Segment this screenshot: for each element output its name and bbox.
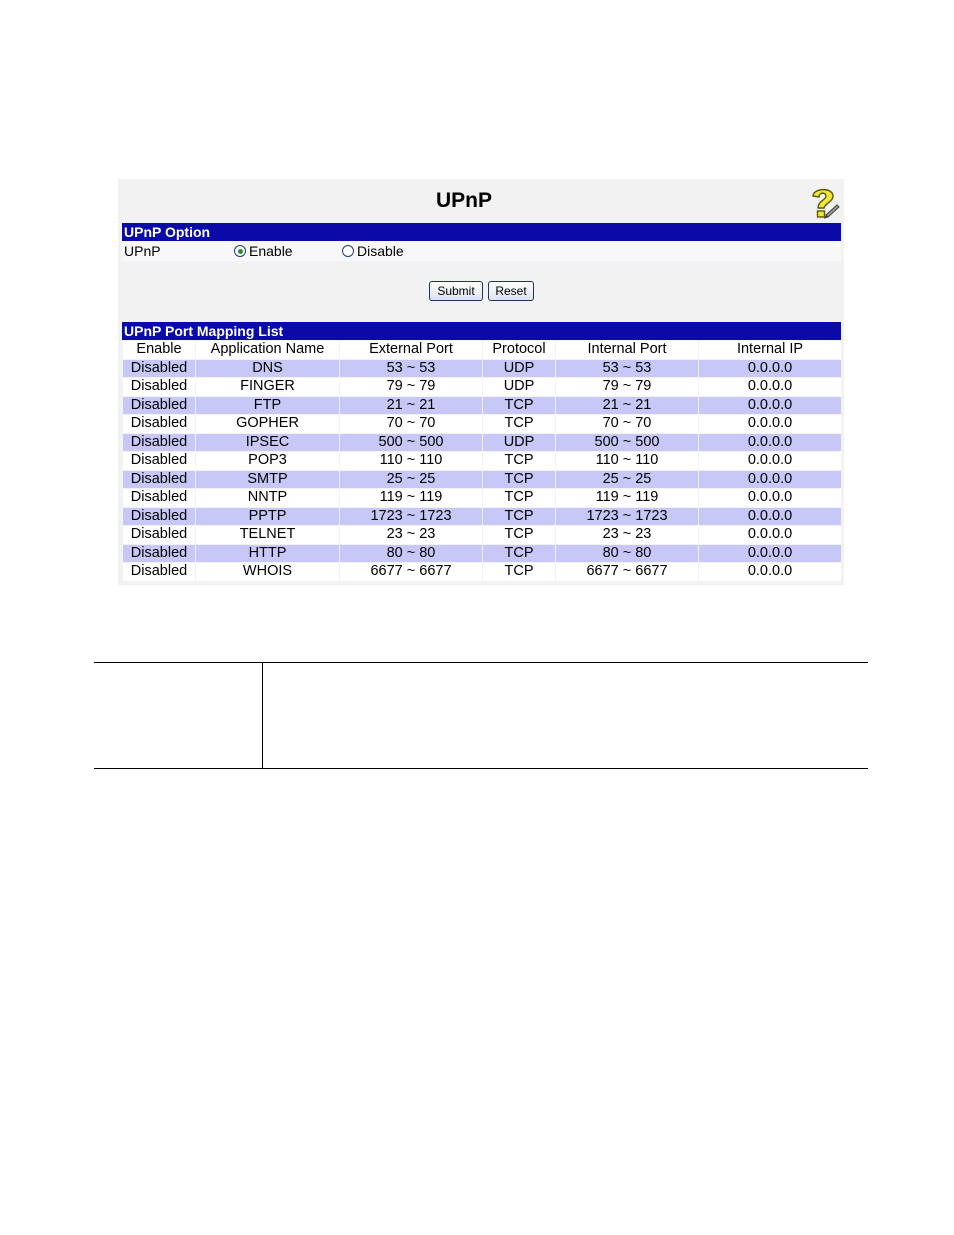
internal-ip-cell: 0.0.0.0	[699, 471, 841, 489]
table-row	[123, 526, 841, 544]
disable-radio[interactable]	[342, 245, 354, 257]
external-port-cell: 500 ~ 500	[340, 434, 482, 452]
protocol-cell: TCP	[483, 415, 555, 433]
external-port-cell: 1723 ~ 1723	[340, 508, 482, 526]
table-row	[123, 360, 841, 378]
internal-port-cell: 21 ~ 21	[556, 397, 698, 415]
protocol-cell: TCP	[483, 397, 555, 415]
application-name-cell: DNS	[196, 360, 339, 378]
enable-cell: Disabled	[123, 415, 195, 433]
internal-port-cell: 79 ~ 79	[556, 378, 698, 396]
help-question-icon[interactable]	[806, 185, 840, 221]
external-port-cell: 21 ~ 21	[340, 397, 482, 415]
protocol-cell: TCP	[483, 508, 555, 526]
enable-radio[interactable]	[234, 245, 246, 257]
upnp-label: UPnP	[124, 243, 161, 259]
external-port-cell: 119 ~ 119	[340, 489, 482, 507]
protocol-cell: UDP	[483, 360, 555, 378]
column-header-internal-ip: Internal IP	[699, 341, 841, 359]
page-title: UPnP	[435, 189, 492, 212]
enable-cell: Disabled	[123, 360, 195, 378]
table-row	[123, 378, 841, 396]
enable-cell: Disabled	[123, 526, 195, 544]
internal-ip-cell: 0.0.0.0	[699, 397, 841, 415]
table-row	[123, 397, 841, 415]
column-header-application-name: Application Name	[196, 341, 339, 359]
enable-cell: Disabled	[123, 378, 195, 396]
internal-ip-cell: 0.0.0.0	[699, 508, 841, 526]
protocol-cell: UDP	[483, 378, 555, 396]
internal-port-cell: 110 ~ 110	[556, 452, 698, 470]
table-row	[123, 471, 841, 489]
description-table-divider	[262, 662, 263, 769]
internal-port-cell: 1723 ~ 1723	[556, 508, 698, 526]
column-header-enable: Enable	[123, 341, 195, 359]
internal-ip-cell: 0.0.0.0	[699, 360, 841, 378]
internal-ip-cell: 0.0.0.0	[699, 526, 841, 544]
port-mapping-header: UPnP Port Mapping List	[122, 322, 841, 340]
internal-ip-cell: 0.0.0.0	[699, 434, 841, 452]
table-row	[123, 545, 841, 563]
application-name-cell: FINGER	[196, 378, 339, 396]
enable-cell: Disabled	[123, 489, 195, 507]
table-row	[123, 452, 841, 470]
enable-cell: Disabled	[123, 508, 195, 526]
protocol-cell: TCP	[483, 545, 555, 563]
external-port-cell: 80 ~ 80	[340, 545, 482, 563]
upnp-option-row	[122, 241, 841, 261]
column-header-protocol: Protocol	[483, 341, 555, 359]
table-row	[123, 563, 841, 581]
application-name-cell: PPTP	[196, 508, 339, 526]
radio-selected-dot	[238, 249, 243, 254]
submit-button[interactable]: Submit	[429, 281, 483, 301]
column-header-external-port: External Port	[340, 341, 482, 359]
application-name-cell: IPSEC	[196, 434, 339, 452]
internal-port-cell: 70 ~ 70	[556, 415, 698, 433]
application-name-cell: HTTP	[196, 545, 339, 563]
internal-port-cell: 23 ~ 23	[556, 526, 698, 544]
enable-cell: Disabled	[123, 563, 195, 581]
internal-port-cell: 53 ~ 53	[556, 360, 698, 378]
table-row	[123, 415, 841, 433]
column-header-internal-port: Internal Port	[556, 341, 698, 359]
disable-label: Disable	[357, 243, 404, 259]
application-name-cell: SMTP	[196, 471, 339, 489]
upnp-option-header: UPnP Option	[122, 223, 841, 241]
external-port-cell: 23 ~ 23	[340, 526, 482, 544]
protocol-cell: TCP	[483, 563, 555, 581]
protocol-cell: TCP	[483, 526, 555, 544]
protocol-cell: TCP	[483, 489, 555, 507]
enable-cell: Disabled	[123, 397, 195, 415]
table-row	[123, 489, 841, 507]
external-port-cell: 25 ~ 25	[340, 471, 482, 489]
enable-radio-option[interactable]	[234, 241, 293, 261]
reset-button[interactable]: Reset	[488, 281, 534, 301]
description-table-top-border	[94, 662, 868, 663]
application-name-cell: NNTP	[196, 489, 339, 507]
internal-ip-cell: 0.0.0.0	[699, 563, 841, 581]
application-name-cell: POP3	[196, 452, 339, 470]
internal-port-cell: 500 ~ 500	[556, 434, 698, 452]
external-port-cell: 110 ~ 110	[340, 452, 482, 470]
protocol-cell: TCP	[483, 452, 555, 470]
internal-port-cell: 25 ~ 25	[556, 471, 698, 489]
table-row	[123, 434, 841, 452]
external-port-cell: 53 ~ 53	[340, 360, 482, 378]
internal-ip-cell: 0.0.0.0	[699, 378, 841, 396]
external-port-cell: 70 ~ 70	[340, 415, 482, 433]
disable-radio-option[interactable]	[342, 241, 404, 261]
enable-cell: Disabled	[123, 452, 195, 470]
protocol-cell: TCP	[483, 471, 555, 489]
internal-ip-cell: 0.0.0.0	[699, 545, 841, 563]
application-name-cell: TELNET	[196, 526, 339, 544]
internal-port-cell: 119 ~ 119	[556, 489, 698, 507]
application-name-cell: FTP	[196, 397, 339, 415]
enable-cell: Disabled	[123, 434, 195, 452]
internal-ip-cell: 0.0.0.0	[699, 415, 841, 433]
external-port-cell: 79 ~ 79	[340, 378, 482, 396]
upnp-panel	[118, 179, 844, 585]
enable-label: Enable	[249, 243, 293, 259]
protocol-cell: UDP	[483, 434, 555, 452]
table-row	[123, 508, 841, 526]
description-table-bottom-border	[94, 768, 868, 769]
internal-ip-cell: 0.0.0.0	[699, 452, 841, 470]
port-mapping-table	[122, 340, 842, 582]
enable-cell: Disabled	[123, 545, 195, 563]
table-header-row	[123, 341, 841, 359]
application-name-cell: GOPHER	[196, 415, 339, 433]
external-port-cell: 6677 ~ 6677	[340, 563, 482, 581]
internal-port-cell: 80 ~ 80	[556, 545, 698, 563]
internal-port-cell: 6677 ~ 6677	[556, 563, 698, 581]
enable-cell: Disabled	[123, 471, 195, 489]
application-name-cell: WHOIS	[196, 563, 339, 581]
internal-ip-cell: 0.0.0.0	[699, 489, 841, 507]
